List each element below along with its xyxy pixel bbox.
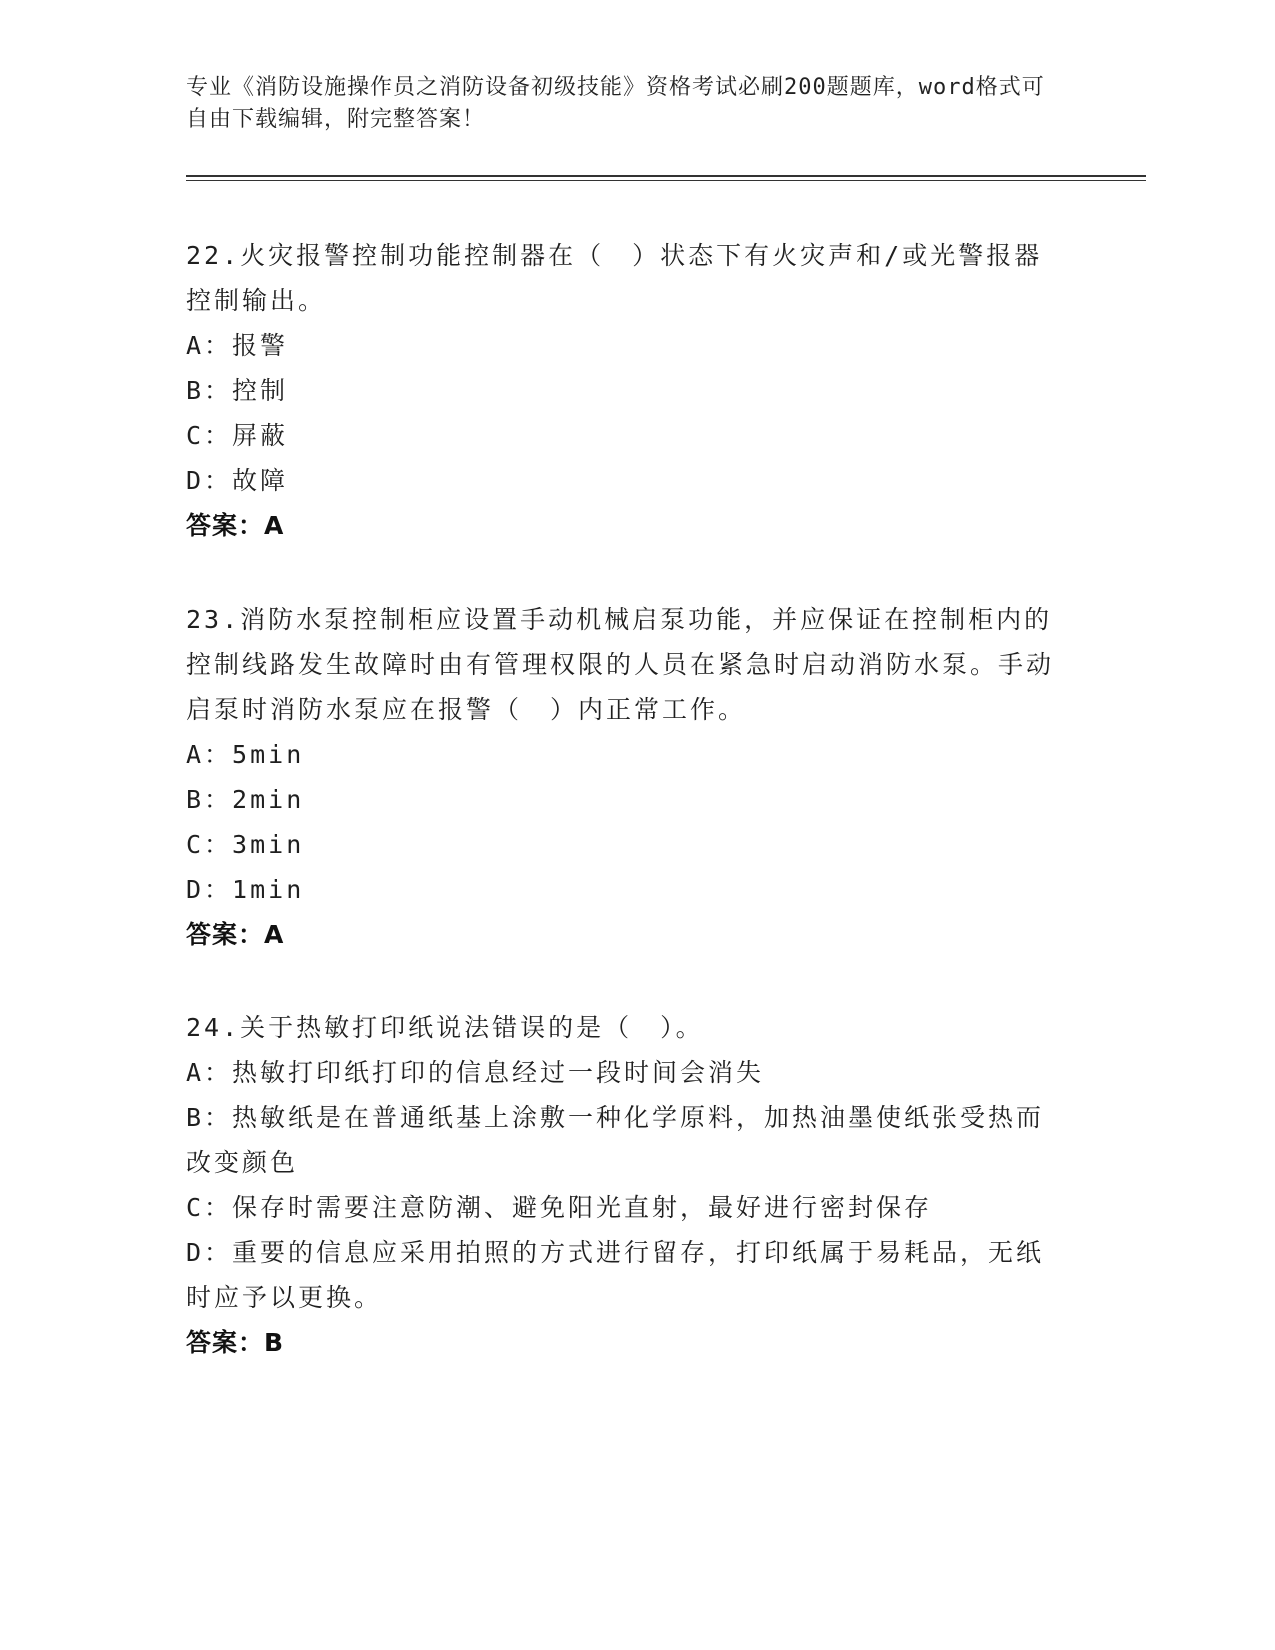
document-header: 专业《消防设施操作员之消防设备初级技能》资格考试必刷200题题库，word格式可自由下载编辑，附完整答案！ [186, 75, 1045, 132]
option-c: C：保存时需要注意防潮、避免阳光直射，最好进行密封保存 [186, 1193, 933, 1222]
option-c: C：3min [186, 830, 305, 859]
option-b: B：控制 [186, 376, 289, 405]
option-d: D：故障 [186, 466, 289, 495]
option-b: B：2min [186, 785, 305, 814]
option-a: A：5min [186, 740, 305, 769]
option-b: B：热敏纸是在普通纸基上涂敷一种化学原料，加热油墨使纸张受热而改变颜色 [186, 1103, 1045, 1177]
question-text: 23.消防水泵控制柜应设置手动机械启泵功能，并应保证在控制柜内的控制线路发生故障时由有管理权限的人员在紧急时启动消防水泵。手动启泵时消防水泵应在报警（ ）内正常工作。 [186, 605, 1055, 724]
question-text: 22.火灾报警控制功能控制器在（ ）状态下有火灾声和/或光警报器控制输出。 [186, 241, 1043, 315]
question-block [186, 233, 1066, 548]
question-block [186, 1005, 1066, 1365]
option-d: D：1min [186, 875, 305, 904]
header-divider-bottom [186, 180, 1146, 181]
option-d: D：重要的信息应采用拍照的方式进行留存，打印纸属于易耗品，无纸时应予以更换。 [186, 1238, 1045, 1312]
question-text: 24.关于热敏打印纸说法错误的是（ ）。 [186, 1013, 704, 1042]
option-c: C：屏蔽 [186, 421, 289, 450]
option-a: A：热敏打印纸打印的信息经过一段时间会消失 [186, 1058, 765, 1087]
header-divider-top [186, 175, 1146, 177]
answer-line: 答案：B [186, 1328, 285, 1357]
question-block [186, 597, 1066, 957]
answer-line: 答案：A [186, 511, 285, 540]
answer-line: 答案：A [186, 920, 285, 949]
option-a: A：报警 [186, 331, 289, 360]
